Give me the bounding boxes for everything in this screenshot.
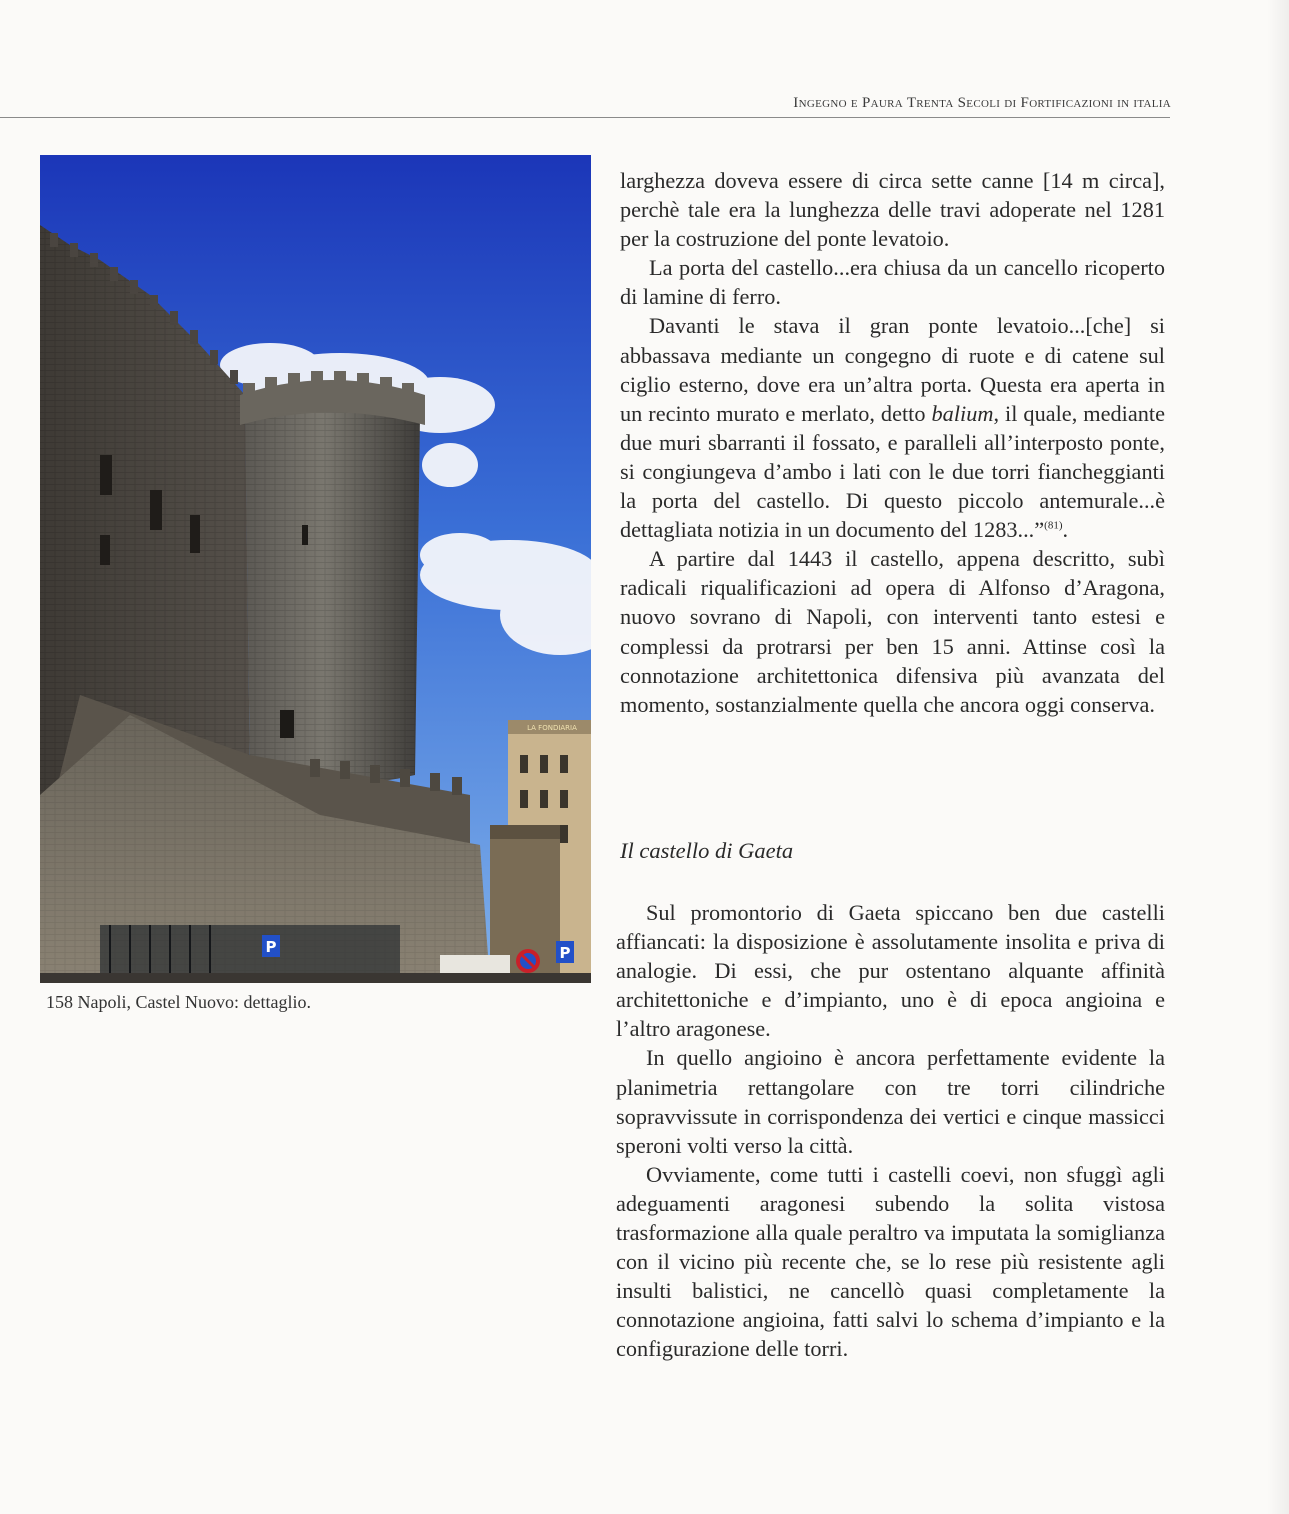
paragraph: [620, 311, 1165, 544]
body-column-bottom: [616, 898, 1165, 1364]
rh-word: T: [906, 95, 917, 111]
paragraph: In quello angioino è ancora perfettamente evidente la planimetria rettangolare con tre torri cilindriche sopravvissute in corrispondenza dei vertici e cinque massicci speroni volti verso la città.: [616, 1045, 1165, 1158]
rh-word: ecoli: [966, 95, 1001, 111]
figure-caption: 158 Napoli, Castel Nuovo: dettaglio.: [46, 992, 311, 1012]
rh-word: I: [793, 95, 799, 111]
castle-photo: [40, 155, 591, 983]
paragraph: Ovviamente, come tutti i castelli coevi, non sfuggì agli adeguamenti aragonesi subendo la solita vistosa trasformazione alla quale peraltro va imputata la somiglianza con il vicino più recente che, se lo rese più resistente agli insulti balistici, ne cancellò quasi completamente la connotazione angioina, fatti salvi lo schema d’impianto e la configurazione delle torri.: [616, 1161, 1165, 1362]
rh-word: P: [862, 95, 871, 111]
section-heading: Il castello di Gaeta: [620, 838, 794, 863]
building-sign: LA FONDIARIA: [527, 724, 577, 732]
paragraph: larghezza doveva essere di circa sette canne [14 m circa], perchè tale era la lunghezza delle travi adoperate nel 1281 per la costruzione del ponte levatoio.: [620, 168, 1165, 252]
text-run: .: [1062, 517, 1069, 543]
italic-term: balium: [931, 400, 994, 426]
header-rule: [0, 117, 1170, 118]
paragraph: Sul promontorio di Gaeta spiccano ben due castelli affiancati: la disposizione è assolutamente insolita e priva di analogie. Di essi, che pur ostentano alquante affinità architettoniche e d’impianto, uno è di epoca angioina e l’altro aragonese.: [616, 900, 1165, 1042]
rh-word: ortificazioni: [1029, 95, 1114, 111]
svg-text:P: P: [559, 944, 571, 962]
text-run: Davanti le stava il gran ponte levatoio...[che] si abbassava mediante un congegno di ruote e di catene sul ciglio esterno, dove era un’altra porta. Questa era aperta in un recinto murato e merlato, detto: [620, 313, 1165, 426]
svg-text:P: P: [265, 938, 277, 956]
running-head: [793, 95, 1171, 112]
rh-word: in italia: [1117, 95, 1171, 111]
text-run: , il quale, mediante due muri sbarranti il fossato, e paralleli all’interposto ponte, si congiungeva d’ambo i lati con le due torri fiancheggianti la porta del castello. Di questo piccolo antemurale...è dettagliata notizia in un documento del 1283...”: [620, 400, 1165, 543]
paragraph: La porta del castello...era chiusa da un cancello ricoperto di lamine di ferro.: [620, 255, 1165, 310]
paragraph: A partire dal 1443 il castello, appena descritto, subì radicali riqualificazioni ad opera di Alfonso d’Aragona, nuovo sovrano di Napoli, con interventi tanto estesi e complessi da protrarsi per ben 15 anni. Attinse così la connotazione architettonica difensiva più avanzata del momento, sostanzialmente quella che ancora oggi conserva.: [620, 546, 1165, 717]
footnote-ref: (81): [1044, 519, 1063, 532]
rh-word: ngegno: [798, 95, 847, 111]
rh-word: F: [1020, 95, 1030, 111]
rh-word: renta: [916, 95, 954, 111]
rh-word: di: [1004, 95, 1017, 111]
body-column-top: [620, 166, 1165, 719]
rh-word: aura: [870, 95, 904, 111]
page-edge-shadow: [1267, 0, 1289, 1514]
rh-word: S: [957, 95, 967, 111]
rh-word: e: [850, 95, 858, 111]
